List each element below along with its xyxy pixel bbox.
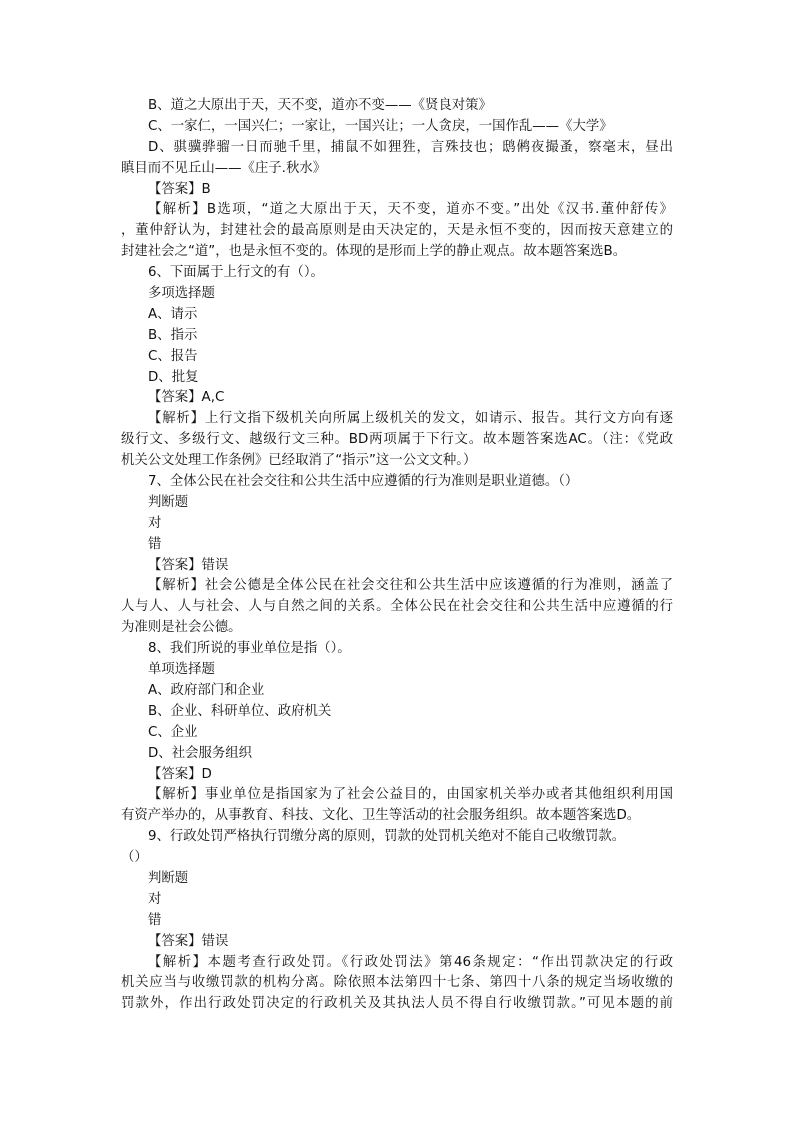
text-line: 【解析】上行文指下级机关向所属上级机关的发文，如请示、报告。其行文方向有逐: [148, 411, 673, 427]
text-line: 多项选择题: [148, 286, 215, 302]
text-line: B、指示: [148, 327, 198, 343]
text-line: 错: [148, 912, 162, 928]
text-line: 对: [148, 891, 162, 907]
text-line: 机关应当与收缴罚款的机构分离。除依照本法第四十七条、第四十八条的规定当场收缴的: [121, 975, 673, 991]
text-line: C、一家仁，一国兴仁；一家让，一国兴让；一人贪戾，一国作乱——《大学》: [148, 118, 613, 134]
text-line: A、政府部门和企业: [148, 682, 265, 698]
text-line: 7、全体公民在社会交往和公共生活中应遵循的行为准则是职业道德。（）: [148, 474, 579, 490]
text-line: ，董仲舒认为，封建社会的最高原则是由天决定的，天是永恒不变的，因而按天意建立的: [121, 223, 673, 239]
text-line: 【答案】B: [148, 181, 211, 197]
text-line: 判断题: [148, 494, 189, 510]
text-line: C、企业: [148, 724, 198, 740]
text-line: D、批复: [148, 369, 199, 385]
text-line: 【答案】D: [148, 766, 212, 782]
text-line: 错: [148, 536, 162, 552]
text-line: 有资产举办的，从事教育、科技、文化、卫生等活动的社会服务组织。故本题答案选D。: [121, 808, 641, 824]
text-line: 对: [148, 515, 162, 531]
text-line: 人与人、人与社会、人与自然之间的关系。全体公民在社会交往和公共生活中应遵循的行: [121, 599, 673, 615]
text-line: 【解析】事业单位是指国家为了社会公益目的，由国家机关举办或者其他组织利用国: [148, 787, 673, 803]
document-body: [121, 96, 673, 1015]
text-line: 9、行政处罚严格执行罚缴分离的原则，罚款的处罚机关绝对不能自己收缴罚款。: [148, 829, 626, 845]
text-line: （）: [121, 850, 148, 866]
text-line: 【解析】社会公德是全体公民在社会交往和公共生活中应该遵循的行为准则，涵盖了: [148, 578, 673, 594]
text-line: B、道之大原出于天，天不变，道亦不变——《贤良对策》: [148, 98, 492, 113]
text-line: 封建社会之“道”，也是永恒不变的。体现的是形而上学的静止观点。故本题答案选B。: [121, 244, 627, 260]
text-line: D、社会服务组织: [148, 745, 253, 761]
text-line: 级行文、多级行文、越级行文三种。BD两项属于下行文。故本题答案选AC。（注：《党政: [121, 432, 673, 448]
text-line: 机关公文处理工作条例》已经取消了“指示”这一公文文种。）: [121, 453, 477, 469]
text-line: D、骐骥骅骝一日而驰千里，捕鼠不如狸狌，言殊技也；鸱鸺夜撮蚤，察毫末，昼出: [148, 139, 673, 155]
text-line: 【答案】A,C: [148, 390, 225, 406]
text-line: 6、下面属于上行文的有（）。: [148, 265, 324, 281]
text-line: C、报告: [148, 348, 198, 364]
text-line: 单项选择题: [148, 662, 215, 678]
text-line: 【答案】错误: [148, 933, 229, 949]
text-line: A、请示: [148, 306, 198, 322]
text-line: 瞋目而不见丘山——《庄子.秋水》: [121, 160, 327, 176]
text-line: 罚款外，作出行政处罚决定的行政机关及其执法人员不得自行收缴罚款。”可见本题的前: [121, 996, 673, 1012]
text-line: 【解析】B选项，“道之大原出于天，天不变，道亦不变。”出处《汉书.董仲舒传》: [148, 202, 673, 218]
text-line: 8、我们所说的事业单位是指（）。: [148, 641, 351, 657]
text-line: 【答案】错误: [148, 557, 229, 573]
text-line: 为准则是社会公德。: [121, 620, 242, 636]
text-line: B、企业、科研单位、政府机关: [148, 703, 332, 719]
text-line: 判断题: [148, 870, 189, 886]
text-line: 【解析】本题考查行政处罚。《行政处罚法》第46条规定：“作出罚款决定的行政: [148, 954, 673, 970]
